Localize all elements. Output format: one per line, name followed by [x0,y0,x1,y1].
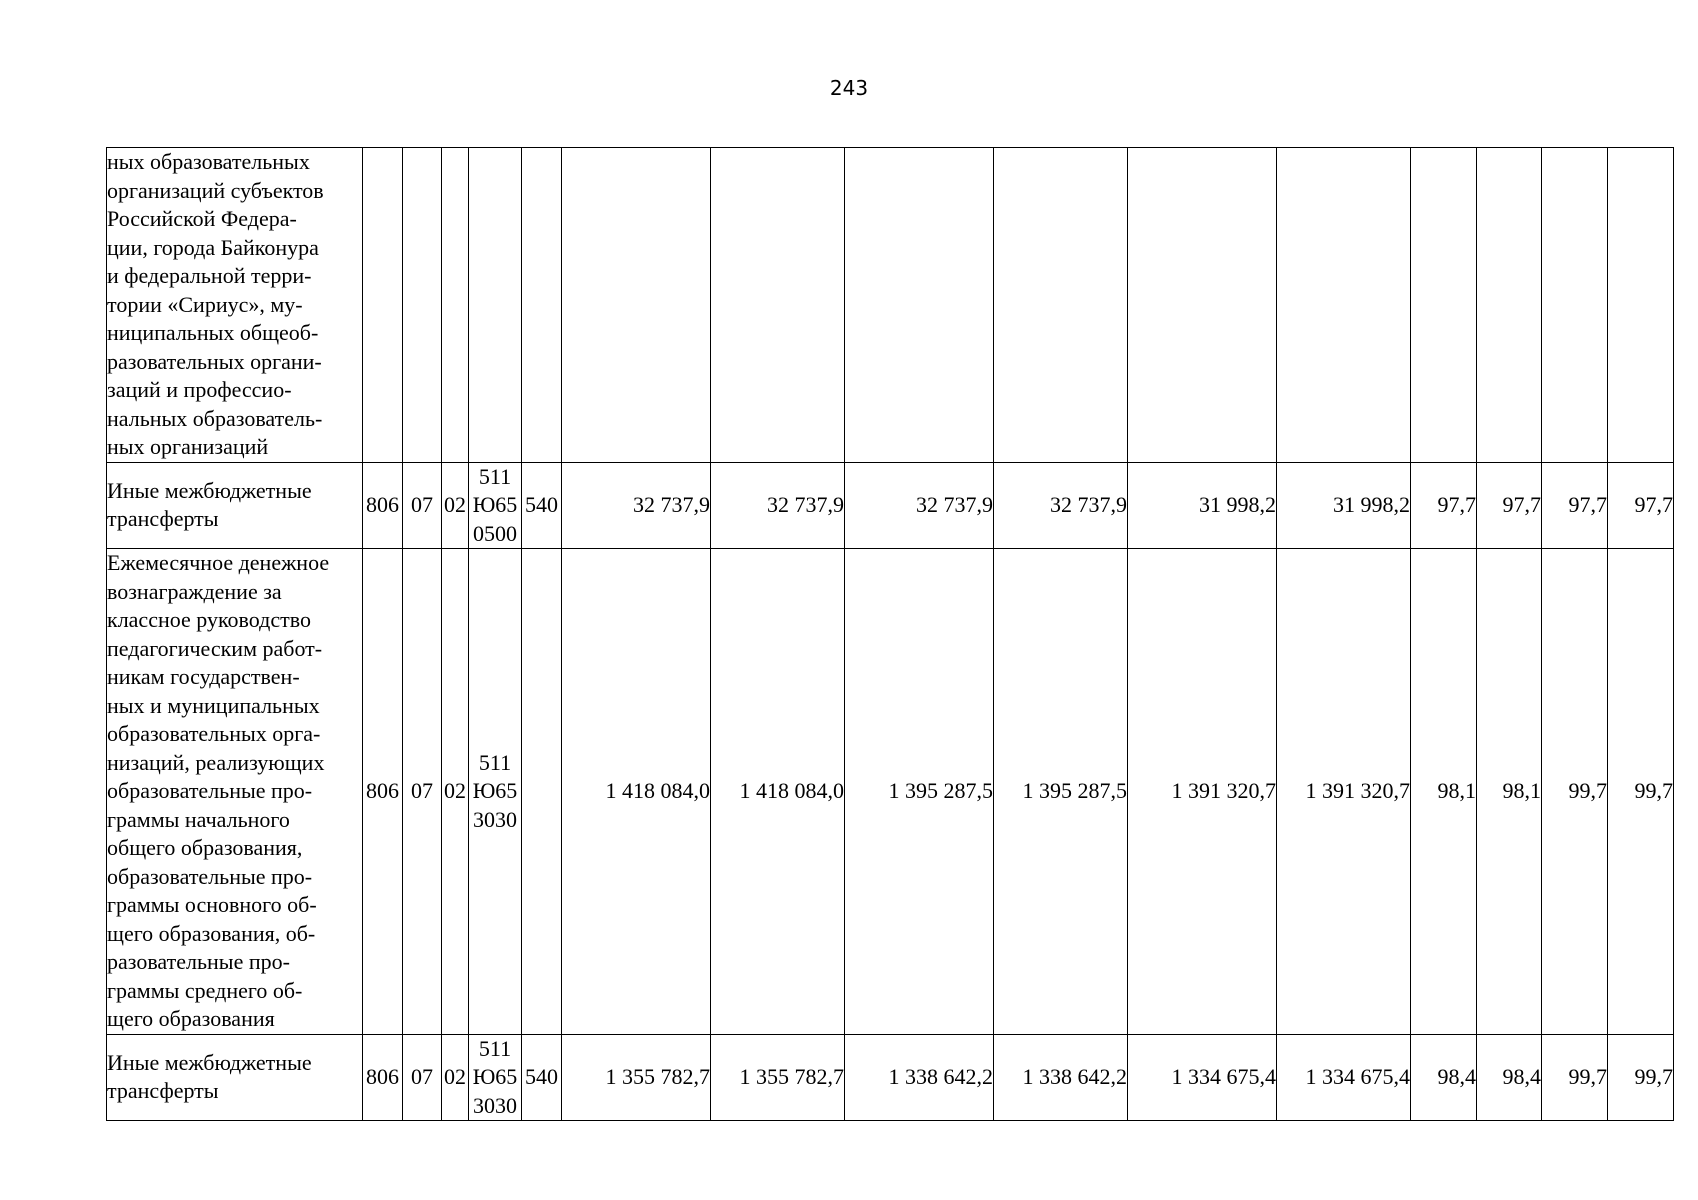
row-name-cell [107,462,363,549]
gr-code-cell: 806 [363,549,403,1035]
value-cell: 1 395 287,5 [845,549,994,1035]
section-code-cell: 07 [403,549,442,1035]
section-code-cell [403,148,442,463]
value-cell: 99,7 [1608,549,1674,1035]
row-name-line: граммы среднего об- [107,977,303,1003]
value-cell: 98,1 [1477,549,1542,1035]
value-cell [1542,148,1608,463]
value-cell: 99,7 [1542,549,1608,1035]
row-name-line: ных организаций [107,434,269,459]
row-name-line: ниципальных общеоб- [107,320,319,345]
budget-table [106,147,1674,1121]
row-name-cell [107,148,363,463]
subsection-code-cell: 02 [442,462,469,549]
table-row [107,549,1674,1035]
row-name-line: трансферты [107,1078,219,1104]
gr-code-cell: 806 [363,1034,403,1121]
row-name-line: ции, города Байконура [107,234,319,260]
row-name-line: граммы начального [107,806,290,832]
value-cell: 1 355 782,7 [711,1034,845,1121]
row-name-line: Иные межбюджетные [107,477,312,503]
value-cell: 99,7 [1542,1034,1608,1121]
table-row [107,1034,1674,1121]
subsection-code-cell [442,148,469,463]
value-cell: 1 334 675,4 [1277,1034,1411,1121]
row-name-line: педагогическим работ- [107,635,323,661]
target-article-cell [469,549,522,1035]
expense-type-cell [522,549,562,1035]
value-cell: 1 391 320,7 [1128,549,1277,1035]
value-cell: 97,7 [1608,462,1674,549]
row-name-line: трансферты [107,506,219,532]
row-name-line: образовательные про- [107,778,313,803]
row-name-line: разовательные про- [107,949,290,974]
target-article-part: 3030 [473,1092,517,1118]
row-name-line: разовательных органи- [107,348,322,374]
row-name-line: Ежемесячное денежное [107,550,330,575]
expense-type-cell [522,148,562,463]
row-name-line: заций и профессио- [107,377,292,402]
value-cell [711,148,845,463]
value-cell [1411,148,1477,463]
target-article-part: 0500 [473,520,517,546]
row-name-line: вознаграждение за [107,578,282,604]
value-cell: 98,4 [1477,1034,1542,1121]
target-article-part: 511 [478,749,512,775]
value-cell: 32 737,9 [845,462,994,549]
row-name-line: нальных образователь- [107,405,323,431]
row-name-line: щего образования [107,1006,275,1031]
value-cell: 97,7 [1477,462,1542,549]
target-article-part: Ю65 [472,1064,518,1089]
gr-code-cell: 806 [363,462,403,549]
target-article-part: 3030 [473,806,517,832]
value-cell [1277,148,1411,463]
target-article-cell [469,1034,522,1121]
target-article-cell [469,462,522,549]
row-name-line: образовательных орга- [107,721,321,746]
value-cell: 97,7 [1542,462,1608,549]
value-cell [1477,148,1542,463]
expense-type-cell: 540 [522,1034,562,1121]
value-cell [994,148,1128,463]
value-cell: 1 395 287,5 [994,549,1128,1035]
value-cell: 1 355 782,7 [562,1034,711,1121]
row-name-cell [107,1034,363,1121]
value-cell: 98,1 [1411,549,1477,1035]
section-code-cell: 07 [403,462,442,549]
value-cell: 1 338 642,2 [994,1034,1128,1121]
row-name-line: никам государствен- [107,664,300,689]
row-name-line: организаций субъектов [107,177,324,203]
target-article-part: Ю65 [472,778,518,803]
value-cell: 1 338 642,2 [845,1034,994,1121]
value-cell: 98,4 [1411,1034,1477,1121]
row-name-line: образовательные про- [107,863,313,889]
value-cell: 1 391 320,7 [1277,549,1411,1035]
row-name-line: низаций, реализующих [107,749,325,775]
value-cell: 31 998,2 [1277,462,1411,549]
target-article-part: Ю65 [472,492,518,517]
value-cell: 97,7 [1411,462,1477,549]
subsection-code-cell: 02 [442,549,469,1035]
value-cell: 1 418 084,0 [562,549,711,1035]
value-cell: 1 334 675,4 [1128,1034,1277,1121]
section-code-cell: 07 [403,1034,442,1121]
page-number: 243 [829,76,869,100]
subsection-code-cell: 02 [442,1034,469,1121]
expense-type-cell: 540 [522,462,562,549]
gr-code-cell [363,148,403,463]
row-name-line: ных и муниципальных [107,692,320,718]
row-name-line: и федеральной терри- [107,263,312,288]
target-article-cell [469,148,522,463]
value-cell: 32 737,9 [711,462,845,549]
table-row [107,148,1674,463]
table-row [107,462,1674,549]
row-name-cell [107,549,363,1035]
value-cell [845,148,994,463]
row-name-line: Российской Федера- [107,206,297,231]
target-article-part: 511 [478,1035,512,1061]
row-name-line: Иные межбюджетные [107,1049,312,1075]
row-name-line: щего образования, об- [107,920,316,946]
value-cell: 31 998,2 [1128,462,1277,549]
value-cell [1128,148,1277,463]
row-name-line: классное руководство [107,607,311,632]
value-cell: 1 418 084,0 [711,549,845,1035]
row-name-line: общего образования, [107,835,303,860]
value-cell: 32 737,9 [562,462,711,549]
row-name-line: ных образовательных [107,149,310,174]
value-cell: 32 737,9 [994,462,1128,549]
row-name-line: граммы основного об- [107,892,317,917]
row-name-line: тории «Сириус», му- [107,291,303,317]
table-body [107,148,1674,1121]
value-cell [562,148,711,463]
target-article-part: 511 [478,463,512,489]
value-cell: 99,7 [1608,1034,1674,1121]
value-cell [1608,148,1674,463]
